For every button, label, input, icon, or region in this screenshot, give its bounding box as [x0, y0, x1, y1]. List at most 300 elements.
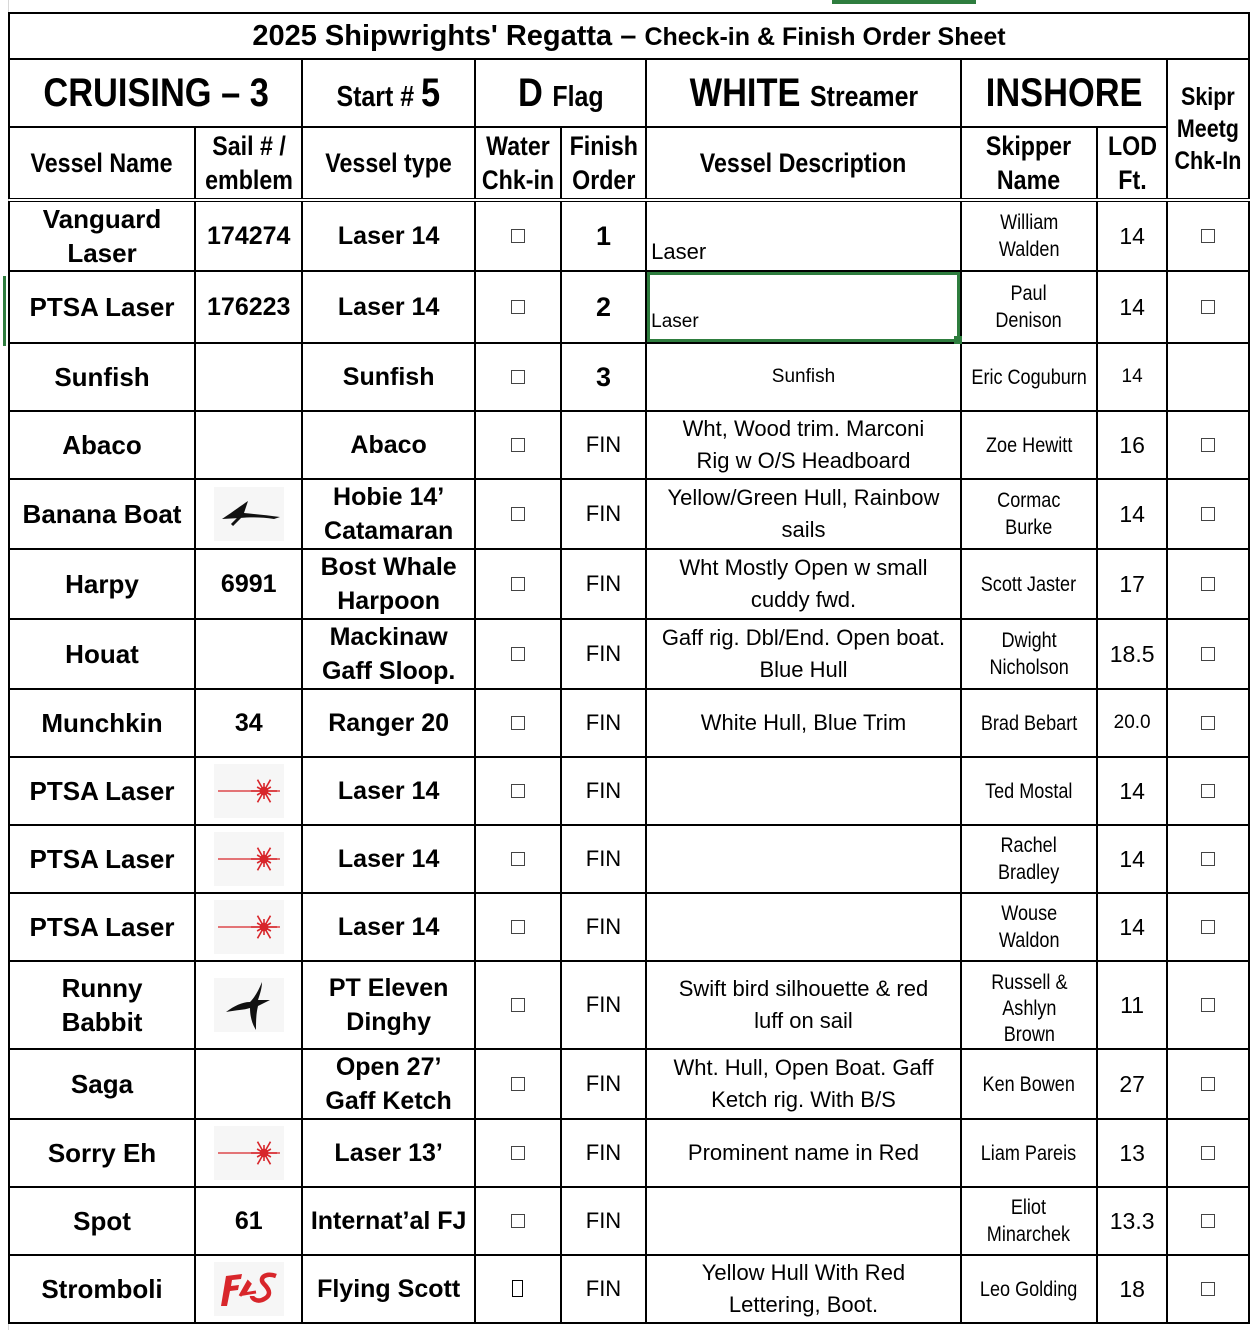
skipper-meeting-cell[interactable] [1167, 479, 1249, 549]
lod-cell[interactable] [1097, 549, 1167, 619]
skipper-name-cell[interactable] [961, 825, 1097, 893]
cell-text: Wht, Wood trim. Marconi [682, 416, 925, 441]
vessel-description-cell[interactable] [646, 479, 961, 549]
skipper-name-cell[interactable] [961, 549, 1097, 619]
cell-text: PT Eleven [328, 974, 449, 1002]
table-body [9, 200, 1249, 1323]
vessel-description-cell[interactable] [646, 619, 961, 689]
cell-text: Open 27’ [335, 1053, 442, 1081]
water-checkin-cell[interactable] [475, 271, 561, 343]
vessel-type-cell[interactable] [302, 893, 474, 961]
cell-text: Harpoon [337, 587, 441, 615]
vessel-type-cell[interactable] [302, 549, 474, 619]
cell-text: Catamaran [324, 517, 454, 545]
vessel-description-cell[interactable] [646, 961, 961, 1049]
water-checkin-checkbox[interactable] [511, 1077, 525, 1091]
vessel-description-cell[interactable] [646, 271, 961, 343]
lod-cell[interactable] [1097, 893, 1167, 961]
skipper-name [981, 571, 1076, 598]
table-row [9, 757, 1249, 825]
vessel-description-cell[interactable] [646, 893, 961, 961]
skipper-name [980, 1276, 1077, 1303]
water-checkin-cell[interactable] [475, 1187, 561, 1255]
water-checkin-checkbox[interactable] [511, 300, 525, 314]
cell-text: Abaco [350, 431, 427, 459]
skipper-meeting-cell[interactable] [1167, 619, 1249, 689]
finish-order-cell[interactable] [561, 757, 646, 825]
cell-text: Brown [1003, 1023, 1055, 1046]
cell-text: Waldon [998, 929, 1060, 952]
cell-text: Russell & [990, 971, 1068, 994]
finish-order: FIN [585, 501, 622, 526]
vessel-name-cell[interactable] [9, 893, 195, 961]
laser-logo-icon [214, 1126, 284, 1180]
finish-order-cell[interactable] [561, 1255, 646, 1323]
lod-cell[interactable] [1097, 1187, 1167, 1255]
skipper-meeting-checkbox[interactable] [1201, 784, 1215, 798]
sail-number: 176223 [207, 292, 291, 321]
flag: D Flag [475, 59, 646, 127]
vessel-name-cell[interactable] [9, 825, 195, 893]
water-checkin-cell[interactable] [475, 1255, 561, 1323]
water-checkin-checkbox[interactable] [511, 647, 525, 661]
cell-text: Wht Mostly Open w small [679, 555, 928, 580]
lod-cell[interactable] [1097, 619, 1167, 689]
sail-emblem-cell[interactable] [195, 271, 302, 343]
vessel-type-cell[interactable] [302, 200, 474, 271]
cell-text: Minarchek [987, 1223, 1071, 1246]
cell-text: Flying Scott [317, 1275, 461, 1303]
skipper-name [981, 710, 1077, 737]
water-checkin-cell[interactable] [475, 549, 561, 619]
cell-text: Rig w O/S Headboard [696, 448, 911, 473]
lod-value: 18 [1119, 1275, 1145, 1302]
skipper-name-cell[interactable] [961, 1255, 1097, 1323]
skipper-name [999, 209, 1060, 263]
sail-emblem-cell[interactable] [195, 549, 302, 619]
cell-text: Eliot [1011, 1196, 1047, 1219]
finish-order-cell[interactable] [561, 825, 646, 893]
cell-text: Laser [67, 238, 137, 268]
vessel-description-cell[interactable] [646, 343, 961, 411]
skipper-name-cell[interactable] [961, 200, 1097, 271]
water-checkin-cell[interactable] [475, 961, 561, 1049]
skipper-meeting-checkbox[interactable] [1201, 998, 1215, 1012]
vessel-name-cell[interactable] [9, 757, 195, 825]
swift-bird-icon [214, 978, 284, 1032]
cell-text: Brad Bebart [980, 711, 1078, 735]
cell-text: Sunfish [342, 363, 435, 391]
skipper-meeting-cell[interactable] [1167, 1255, 1249, 1323]
skipper-name-cell[interactable] [961, 961, 1097, 1049]
skipper-meeting-checkbox[interactable] [1201, 647, 1215, 661]
cell-text: Mackinaw [329, 623, 448, 651]
sail-emblem-cell[interactable] [195, 961, 302, 1049]
lod-cell[interactable] [1097, 343, 1167, 411]
lod-value: 13 [1119, 1139, 1145, 1166]
skipper-meeting-cell[interactable] [1167, 893, 1249, 961]
skipper-name-cell[interactable] [961, 343, 1097, 411]
finish-order: FIN [585, 846, 622, 871]
cell-text: Nicholson [989, 656, 1069, 679]
lod-cell[interactable] [1097, 271, 1167, 343]
skipper-meeting-cell[interactable] [1167, 549, 1249, 619]
vessel-description-cell[interactable] [646, 1255, 961, 1323]
skipper-name [971, 364, 1086, 391]
cell-text: William [999, 211, 1058, 234]
cell-text: Eric Coguburn [971, 365, 1087, 389]
table-row [9, 1119, 1249, 1187]
skipper-meeting-checkbox[interactable] [1201, 1214, 1215, 1228]
table-row [9, 961, 1249, 1049]
skipper-name-cell[interactable] [961, 689, 1097, 757]
cell-text: Bost Whale [320, 553, 457, 581]
cell-text: sails [781, 517, 826, 542]
skipper-name-cell[interactable] [961, 271, 1097, 343]
laser-logo-icon [214, 764, 284, 818]
sail-number: 174274 [207, 221, 291, 250]
vessel-name-cell[interactable] [9, 1187, 195, 1255]
col-lod: LOD Ft. [1097, 127, 1167, 200]
lod-cell[interactable] [1097, 825, 1167, 893]
col-finish-order: Finish Order [561, 127, 646, 200]
cell-text: Bradley [998, 861, 1060, 884]
cell-text: Laser 14 [337, 845, 440, 873]
skipper-meeting-cell[interactable] [1167, 200, 1249, 271]
skipper-meeting-cell[interactable] [1167, 1119, 1249, 1187]
vessel-type-cell[interactable] [302, 343, 474, 411]
vessel-type-cell[interactable] [302, 1255, 474, 1323]
vessel-name-cell[interactable] [9, 619, 195, 689]
vessel-description-cell[interactable] [646, 825, 961, 893]
vessel-type-cell[interactable] [302, 825, 474, 893]
cell-text: Dinghy [346, 1008, 431, 1036]
lod-value: 14 [1119, 845, 1145, 872]
vessel-name-cell[interactable] [9, 411, 195, 479]
cell-text: PTSA Laser [29, 844, 175, 874]
water-checkin-cell[interactable] [475, 757, 561, 825]
sail-emblem-cell[interactable] [195, 411, 302, 479]
skipper-meeting-checkbox[interactable] [1201, 300, 1215, 314]
vessel-type-cell[interactable] [302, 757, 474, 825]
vessel-type-cell[interactable] [302, 689, 474, 757]
cell-text: Denison [995, 309, 1063, 332]
cell-text: Prominent name in Red [687, 1140, 920, 1165]
cell-text: Spot [73, 1206, 131, 1236]
sail-emblem-cell[interactable] [195, 1187, 302, 1255]
finish-order: FIN [585, 432, 622, 457]
finish-order-cell[interactable] [561, 271, 646, 343]
water-checkin-cell[interactable] [475, 825, 561, 893]
water-checkin-checkbox[interactable] [511, 852, 525, 866]
finish-order-cell[interactable] [561, 1049, 646, 1119]
cell-text: Yellow/Green Hull, Rainbow [667, 485, 940, 510]
water-checkin-checkbox[interactable] [511, 577, 525, 591]
lod-cell[interactable] [1097, 689, 1167, 757]
cell-text: Liam Pareis [981, 1141, 1077, 1165]
water-checkin-cell[interactable] [475, 1049, 561, 1119]
water-checkin-cell[interactable] [475, 893, 561, 961]
water-checkin-cell[interactable] [475, 343, 561, 411]
finish-order: 1 [595, 220, 611, 251]
finish-order-cell[interactable] [561, 619, 646, 689]
finish-order: 3 [595, 361, 611, 392]
skipper-meeting-cell[interactable] [1167, 757, 1249, 825]
sail-emblem-cell[interactable] [195, 1119, 302, 1187]
cell-text: Yellow Hull With Red [701, 1260, 906, 1285]
cell-text: Munchkin [41, 708, 163, 738]
vessel-description-cell[interactable] [646, 549, 961, 619]
finish-order: FIN [585, 778, 622, 803]
water-checkin-checkbox[interactable] [511, 1214, 525, 1228]
sail-emblem-cell[interactable] [195, 825, 302, 893]
cell-text: Harpy [65, 569, 139, 599]
finish-order-cell[interactable] [561, 893, 646, 961]
active-cell-frame [647, 272, 960, 342]
cell-text: Laser [651, 311, 699, 332]
lod-cell[interactable] [1097, 411, 1167, 479]
lod-cell[interactable] [1097, 479, 1167, 549]
table-row [9, 271, 1249, 343]
lod-value: 11 [1120, 991, 1145, 1018]
vessel-type-cell[interactable] [302, 1187, 474, 1255]
finish-order-cell[interactable] [561, 689, 646, 757]
skipper-meeting-checkbox[interactable] [1201, 577, 1215, 591]
col-skipper: Skipper Name [961, 127, 1097, 200]
finish-order-cell[interactable] [561, 961, 646, 1049]
sail-number: 6991 [220, 569, 277, 598]
water-checkin-cell[interactable] [475, 689, 561, 757]
sail-emblem-cell[interactable] [195, 1049, 302, 1119]
skipper-meeting-cell[interactable] [1167, 1187, 1249, 1255]
vessel-type-cell[interactable] [302, 619, 474, 689]
sail-emblem-cell[interactable] [195, 200, 302, 271]
skipper-meeting-checkbox[interactable] [1201, 1282, 1215, 1296]
lod-cell[interactable] [1097, 200, 1167, 271]
skipper-name [996, 280, 1062, 334]
cell-text: luff on sail [754, 1008, 853, 1033]
water-checkin-checkbox[interactable] [511, 438, 525, 452]
cell-text: Scott Jaster [981, 572, 1077, 596]
water-checkin-cell[interactable] [475, 411, 561, 479]
vessel-name-cell[interactable] [9, 549, 195, 619]
water-checkin-cell[interactable] [475, 619, 561, 689]
finish-order-cell[interactable] [561, 200, 646, 271]
vessel-name-cell[interactable] [9, 200, 195, 271]
skipper-meeting-cell[interactable] [1167, 1049, 1249, 1119]
table-row [9, 411, 1249, 479]
cell-text: Blue Hull [759, 657, 848, 682]
lod-cell[interactable] [1097, 1049, 1167, 1119]
skipper-meeting-header: Skipr Meetg Chk-In [1167, 59, 1249, 200]
sail-emblem-cell[interactable] [195, 479, 302, 549]
lod-value: 14 [1119, 293, 1145, 320]
table-row [9, 1049, 1249, 1119]
lod-cell[interactable] [1097, 1255, 1167, 1323]
sail-emblem-cell[interactable] [195, 343, 302, 411]
water-checkin-checkbox[interactable] [511, 716, 525, 730]
lod-value: 14 [1119, 500, 1145, 527]
skipper-meeting-cell[interactable] [1167, 343, 1249, 411]
water-checkin-checkbox[interactable] [511, 920, 525, 934]
vessel-description-cell[interactable] [646, 1049, 961, 1119]
finish-order-cell[interactable] [561, 1119, 646, 1187]
finish-order-cell[interactable] [561, 411, 646, 479]
vessel-type-cell[interactable] [302, 271, 474, 343]
laser-logo-icon [214, 832, 284, 886]
cell-text: Laser 14 [337, 293, 440, 321]
finish-order: FIN [585, 710, 622, 735]
skipper-name-cell[interactable] [961, 1049, 1097, 1119]
cell-text: Swift bird silhouette & red [678, 976, 929, 1001]
sail-emblem-cell[interactable] [195, 893, 302, 961]
skipper-name-cell[interactable] [961, 619, 1097, 689]
lod-value: 27 [1119, 1070, 1145, 1097]
finish-order-cell[interactable] [561, 1187, 646, 1255]
vessel-description-cell[interactable] [646, 200, 961, 271]
lod-value: 14 [1121, 366, 1143, 387]
finish-order-cell[interactable] [561, 343, 646, 411]
table-row [9, 689, 1249, 757]
cell-text: Cormac [997, 489, 1061, 512]
cell-text: Laser 14 [337, 913, 440, 941]
sail-number: 34 [234, 708, 263, 737]
vessel-name-cell[interactable] [9, 1049, 195, 1119]
vessel-description-cell[interactable] [646, 1187, 961, 1255]
water-checkin-checkbox[interactable] [511, 1146, 525, 1160]
finish-order: FIN [585, 992, 622, 1017]
sail-emblem-cell[interactable] [195, 1255, 302, 1323]
vessel-name-cell[interactable] [9, 961, 195, 1049]
water-checkin-cell[interactable] [475, 479, 561, 549]
skipper-meeting-checkbox[interactable] [1201, 438, 1215, 452]
cell-text: Vanguard [42, 204, 162, 234]
water-checkin-checkbox[interactable] [511, 229, 525, 243]
lod-value: 14 [1119, 777, 1145, 804]
water-checkin-checkbox[interactable] [512, 1280, 523, 1297]
finish-order: FIN [585, 571, 622, 596]
selected-column-indicator [832, 0, 976, 4]
skipper-meeting-checkbox[interactable] [1201, 1077, 1215, 1091]
water-checkin-checkbox[interactable] [511, 998, 525, 1012]
finish-order: FIN [585, 641, 622, 666]
vessel-description-cell[interactable] [646, 1119, 961, 1187]
skipper-meeting-checkbox[interactable] [1201, 507, 1215, 521]
streamer: WHITE Streamer [646, 59, 961, 127]
sail-emblem-cell[interactable] [195, 757, 302, 825]
skipper-meeting-cell[interactable] [1167, 961, 1249, 1049]
water-checkin-checkbox[interactable] [511, 370, 525, 384]
col-description: Vessel Description [646, 127, 961, 200]
cell-text: Wouse [1000, 902, 1057, 925]
skipper-meeting-cell[interactable] [1167, 271, 1249, 343]
table-row [9, 1255, 1249, 1323]
table-row [9, 1187, 1249, 1255]
lod-cell[interactable] [1097, 961, 1167, 1049]
lod-value: 14 [1119, 222, 1145, 249]
skipper-name-cell[interactable] [961, 1187, 1097, 1255]
skipper-name-cell[interactable] [961, 411, 1097, 479]
skipper-name [990, 970, 1068, 1046]
cell-text: Hobie 14’ [333, 483, 445, 511]
vessel-description-cell[interactable] [646, 757, 961, 825]
water-checkin-checkbox[interactable] [511, 507, 525, 521]
vessel-description-cell[interactable] [646, 689, 961, 757]
skipper-name [985, 778, 1072, 805]
skipper-name-cell[interactable] [961, 893, 1097, 961]
skipper-meeting-checkbox[interactable] [1201, 716, 1215, 730]
sheet-title: 2025 Shipwrights' Regatta – Check-in & Finish Order Sheet [9, 13, 1249, 59]
cell-text: Burke [1005, 516, 1053, 539]
finish-order-cell[interactable] [561, 479, 646, 549]
vessel-name-cell[interactable] [9, 271, 195, 343]
skipper-name-cell[interactable] [961, 479, 1097, 549]
table-row [9, 343, 1249, 411]
cell-text: Sorry Eh [47, 1138, 157, 1168]
vessel-description-cell[interactable] [646, 411, 961, 479]
skipper-meeting-checkbox[interactable] [1201, 1146, 1215, 1160]
sail-emblem-cell[interactable] [195, 619, 302, 689]
lod-value: 16 [1119, 431, 1145, 458]
vessel-type-cell[interactable] [302, 1119, 474, 1187]
skipper-meeting-cell[interactable] [1167, 825, 1249, 893]
vessel-name-cell[interactable] [9, 343, 195, 411]
skipper-name-cell[interactable] [961, 1119, 1097, 1187]
skipper-meeting-checkbox[interactable] [1201, 852, 1215, 866]
selected-row-indicator [3, 276, 6, 346]
vessel-type-cell[interactable] [302, 1049, 474, 1119]
water-checkin-checkbox[interactable] [511, 784, 525, 798]
skipper-meeting-cell[interactable] [1167, 411, 1249, 479]
skipper-meeting-cell[interactable] [1167, 689, 1249, 757]
laser-logo-icon [214, 900, 284, 954]
cell-text: Laser 14 [337, 777, 440, 805]
skipper-meeting-checkbox[interactable] [1201, 229, 1215, 243]
skipper-meeting-checkbox[interactable] [1201, 920, 1215, 934]
finish-order-cell[interactable] [561, 549, 646, 619]
vessel-name-cell[interactable] [9, 1255, 195, 1323]
vessel-name-cell[interactable] [9, 1119, 195, 1187]
cell-text: Ken Bowen [982, 1072, 1076, 1096]
start-number: Start # 5 [302, 59, 474, 127]
lod-cell[interactable] [1097, 1119, 1167, 1187]
col-vessel-type: Vessel type [302, 127, 474, 200]
lod-cell[interactable] [1097, 757, 1167, 825]
vessel-name-cell[interactable] [9, 479, 195, 549]
vessel-type-cell[interactable] [302, 961, 474, 1049]
hobie-logo-icon [214, 487, 284, 541]
vessel-name-cell[interactable] [9, 689, 195, 757]
water-checkin-cell[interactable] [475, 1119, 561, 1187]
cell-text: Leo Golding [980, 1277, 1078, 1301]
lod-value: 17 [1119, 570, 1145, 597]
vessel-type-cell[interactable] [302, 411, 474, 479]
cell-text: Internat’al FJ [310, 1207, 467, 1235]
fill-handle[interactable] [954, 336, 962, 344]
cell-text: cuddy fwd. [750, 587, 857, 612]
vessel-type-cell[interactable] [302, 479, 474, 549]
lod-value: 14 [1119, 913, 1145, 940]
sail-emblem-cell[interactable] [195, 689, 302, 757]
skipper-name [987, 1194, 1070, 1248]
col-sail: Sail # / emblem [195, 127, 302, 200]
skipper-name [989, 627, 1068, 681]
cell-text: Sunfish [771, 366, 836, 387]
skipper-name-cell[interactable] [961, 757, 1097, 825]
lod-value: 18.5 [1109, 640, 1155, 667]
water-checkin-cell[interactable] [475, 200, 561, 271]
cell-text: Gaff Ketch [325, 1087, 452, 1115]
